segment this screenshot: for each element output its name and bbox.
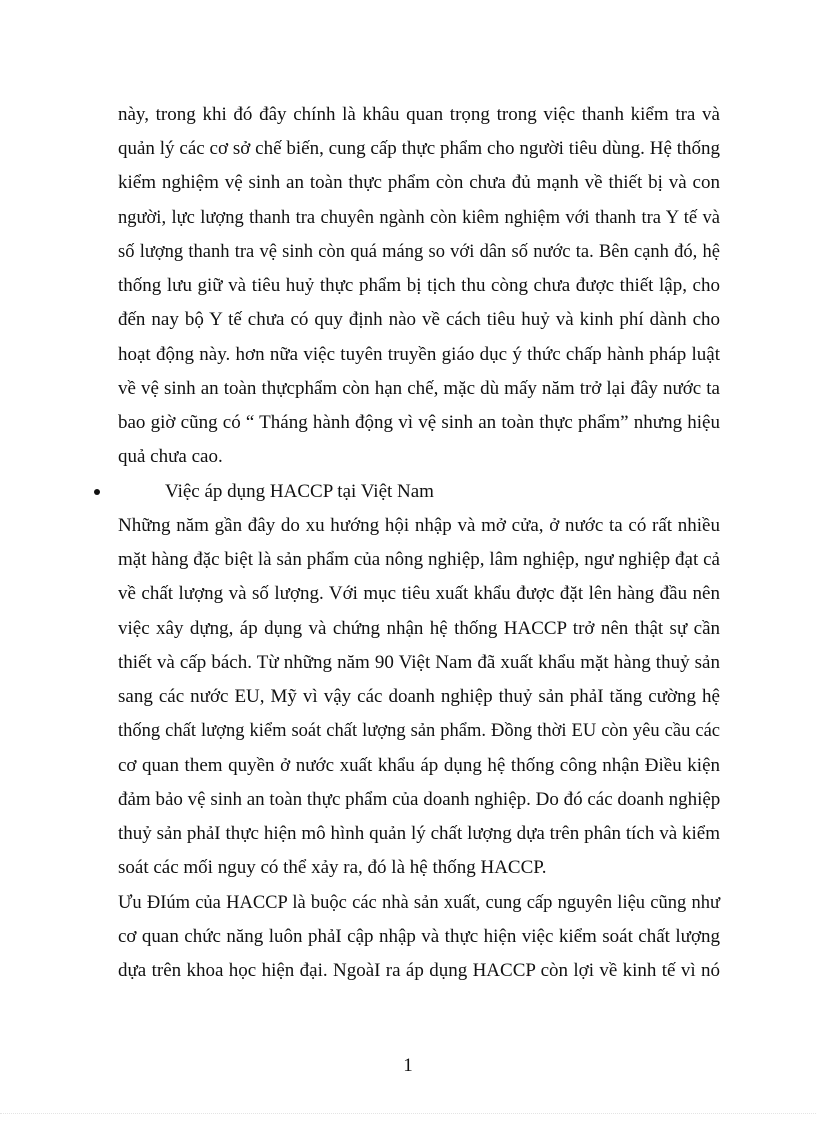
text-line: thuỷ sản phảI thực hiện mô hình quản lý chất lượng dựa trên phân tích và kiểm (118, 823, 720, 844)
text-line: Ưu ĐIúm của HACCP là buộc các nhà sản xuất, cung cấp nguyên liệu cũng như (118, 893, 720, 913)
page-bottom-divider (0, 1113, 816, 1114)
page-number: 1 (403, 1055, 413, 1076)
text-line: đảm bảo vệ sinh an toàn thực phẩm của doanh nghiệp. Do đó các doanh nghiệp (118, 789, 721, 810)
text-line: kiểm nghiệm vệ sinh an toàn thực phẩm còn chưa đủ mạnh về thiết bị và con (118, 172, 720, 193)
bullet-heading (94, 475, 720, 509)
text-line: đến nay bộ Y tế chưa có quy định nào về cách tiêu huỷ và kinh phí dành cho (118, 309, 720, 330)
section-heading: Việc áp dụng HACCP tại Việt Nam (165, 481, 434, 502)
text-line: thống lưu giữ và tiêu huỷ thực phẩm bị tịch thu còng chưa được thiết lập, cho (118, 275, 720, 296)
text-line: người, lực lượng thanh tra chuyên ngành còn kiêm nghiệm với thanh tra Y tế và (118, 208, 720, 228)
text-line: mặt hàng đặc biệt là sản phẩm của nông nghiệp, lâm nghiệp, ngư nghiệp đạt cả (118, 549, 720, 570)
text-line: cơ quan them quyền ở nước xuất khẩu áp dụng hệ thống công nhận Điều kiện (118, 755, 720, 776)
text-line: hoạt động này. hơn nữa việc tuyên truyền giáo dục ý thức chấp hành pháp luật (118, 344, 720, 365)
text-line: về vệ sinh an toàn thựcphẩm còn hạn chế, mặc dù mấy năm trở lại đây nước ta (118, 378, 720, 399)
text-line: về chất lượng và số lượng. Với mục tiêu xuất khẩu được đặt lên hàng đầu nên (118, 583, 720, 604)
text-line: này, trong khi đó đây chính là khâu quan trọng trong việc thanh kiểm tra và (118, 104, 720, 125)
text-line: cơ quan chức năng luôn phảI cập nhập và thực hiện việc kiểm soát chất lượng (118, 926, 720, 947)
text-line: quả chưa cao. (118, 446, 223, 467)
text-line: quản lý các cơ sở chế biến, cung cấp thực phẩm cho người tiêu dùng. Hệ thống (118, 138, 720, 159)
text-line: việc xây dựng, áp dụng và chứng nhận hệ thống HACCP trở nên thật sự cần (118, 618, 720, 639)
text-line: thiết và cấp bách. Từ những năm 90 Việt Nam đã xuất khẩu mặt hàng thuỷ sản (118, 652, 720, 673)
text-line: Những năm gần đây do xu hướng hội nhập và mở cửa, ở nước ta có rất nhiều (118, 515, 720, 536)
text-line: thống chất lượng kiểm soát chất lượng sản phẩm. Đồng thời EU còn yêu cầu các (118, 721, 720, 741)
text-line: bao giờ cũng có “ Tháng hành động vì vệ sinh an toàn thực phẩm” nhưng hiệu (118, 412, 720, 433)
text-line: số lượng thanh tra vệ sinh còn quá máng so với dân số nước ta. Bên cạnh đó, hệ (118, 242, 720, 262)
text-line: soát các mối nguy có thể xảy ra, đó là hệ thống HACCP. (118, 857, 547, 878)
text-line: sang các nước EU, Mỹ vì vậy các doanh nghiệp thuỷ sản phảI tăng cường hệ (118, 686, 720, 707)
text-line: dựa trên khoa học hiện đại. NgoàI ra áp dụng HACCP còn lợi về kinh tế vì nó (118, 960, 720, 981)
bullet-icon (94, 489, 100, 495)
